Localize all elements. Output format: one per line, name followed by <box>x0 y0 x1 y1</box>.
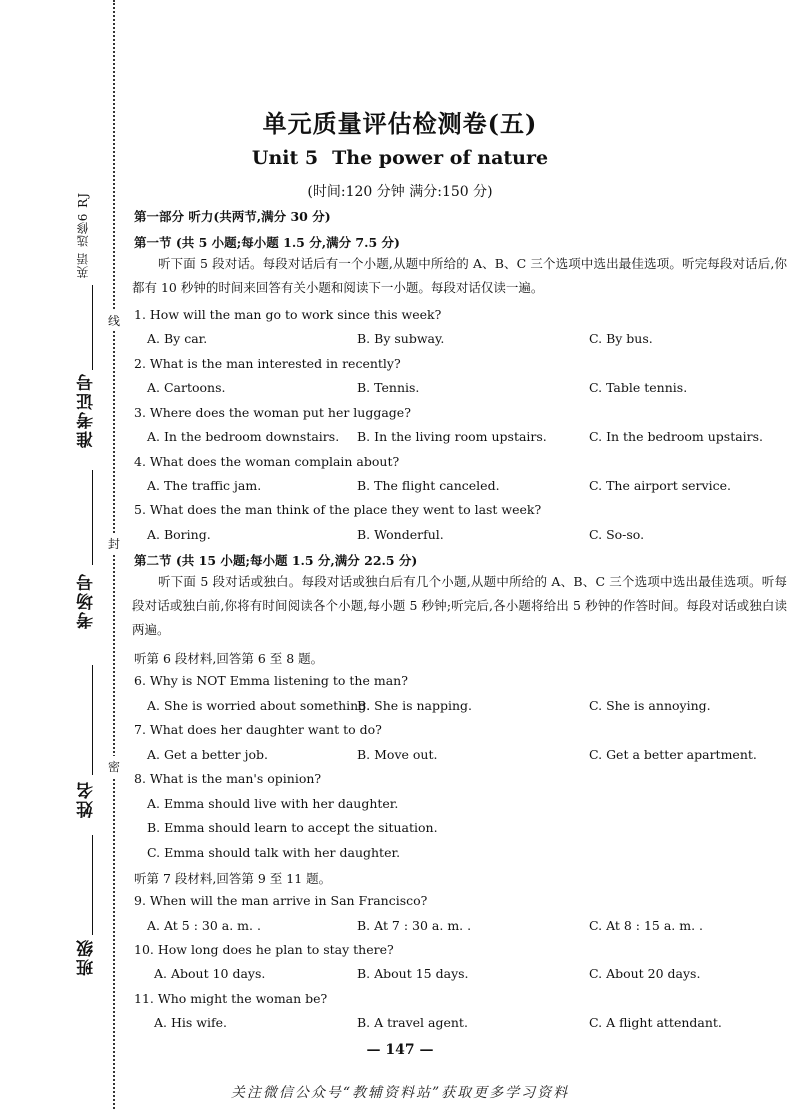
option-c: C. About 20 days. <box>589 966 701 981</box>
name-label: 姓名 <box>77 780 97 818</box>
option-b: B. She is napping. <box>357 698 473 713</box>
option-c: C. A flight attendant. <box>589 1015 722 1030</box>
unit-number: Unit 5 <box>251 147 319 169</box>
question-3: 3. Where does the woman put her luggage? <box>134 405 411 420</box>
section1-heading: 第一节 (共 5 小题;每小题 1.5 分,满分 7.5 分) <box>134 235 400 250</box>
option-a: A. The traffic jam. <box>147 478 262 493</box>
option-a: A. At 5 : 30 a. m. . <box>147 918 261 933</box>
question-7: 7. What does her daughter want to do? <box>134 722 382 737</box>
field-line <box>92 285 93 370</box>
time-info: (时间:120 分钟 满分:150 分) <box>307 184 493 200</box>
option-a: A. By car. <box>147 331 208 346</box>
question-2: 2. What is the man interested in recently? <box>134 356 401 371</box>
subject-label: 英语 选修6 RJ <box>76 192 90 279</box>
option-b: B. In the living room upstairs. <box>357 429 547 444</box>
option-a: A. She is worried about something. <box>147 698 371 713</box>
option-a: A. Cartoons. <box>147 380 226 395</box>
option-c: C. So-so. <box>589 527 645 542</box>
option-b: B. The flight canceled. <box>357 478 500 493</box>
exam-number-label: 准考证号 <box>77 372 97 448</box>
option-c: C. Table tennis. <box>589 380 688 395</box>
page-title: 单元质量评估检测卷(五) <box>262 109 538 138</box>
option-b: B. About 15 days. <box>357 966 469 981</box>
option-a: A. Boring. <box>147 527 211 542</box>
exam-room-label: 考场号 <box>77 572 97 629</box>
page-number: — 147 — <box>366 1042 434 1058</box>
field-line <box>92 665 93 775</box>
class-label: 班级 <box>77 938 97 976</box>
option-a: A. About 10 days. <box>154 966 266 981</box>
material-6-note: 听第 6 段材料,回答第 6 至 8 题。 <box>134 651 324 666</box>
option-c: C. Get a better apartment. <box>589 747 757 762</box>
option-b: B. Move out. <box>357 747 438 762</box>
section1-instructions: 听下面 5 段对话。每段对话后有一个小题,从题中所给的 A、B、C 三个选项中选出最佳选项。听完每段对话后,你都有 10 秒钟的时间来回答有关小题和阅读下一小题。每段对话仅读一遍。 <box>132 256 787 295</box>
question-1: 1. How will the man go to work since this week? <box>134 307 442 322</box>
field-line <box>92 835 93 935</box>
unit-name: The power of nature <box>332 147 549 169</box>
option-c: C. Emma should talk with her daughter. <box>147 845 401 860</box>
cut-mark-seal: 封 <box>108 533 120 554</box>
option-c: C. By bus. <box>589 331 653 346</box>
option-a: A. His wife. <box>154 1015 227 1030</box>
question-11: 11. Who might the woman be? <box>134 991 328 1006</box>
option-b: B. Emma should learn to accept the situation. <box>147 820 438 835</box>
option-a: A. Get a better job. <box>147 747 268 762</box>
footer-note: 关注微信公众号“教辅资料站”获取更多学习资料 <box>230 1085 570 1101</box>
question-5: 5. What does the man think of the place they went to last week? <box>134 502 542 517</box>
option-b: B. A travel agent. <box>357 1015 468 1030</box>
question-8: 8. What is the man's opinion? <box>134 771 322 786</box>
option-c: C. She is annoying. <box>589 698 711 713</box>
cut-mark-line: 线 <box>108 310 120 331</box>
option-a: A. In the bedroom downstairs. <box>147 429 340 444</box>
question-4: 4. What does the woman complain about? <box>134 454 400 469</box>
unit-title <box>0 147 800 169</box>
option-b: B. Tennis. <box>357 380 420 395</box>
question-10: 10. How long does he plan to stay there? <box>134 942 394 957</box>
option-c: C. In the bedroom upstairs. <box>589 429 764 444</box>
option-b: B. At 7 : 30 a. m. . <box>357 918 472 933</box>
option-c: C. The airport service. <box>589 478 731 493</box>
material-7-note: 听第 7 段材料,回答第 9 至 11 题。 <box>134 871 332 886</box>
option-b: B. Wonderful. <box>357 527 444 542</box>
option-a: A. Emma should live with her daughter. <box>147 796 399 811</box>
section2-instructions: 听下面 5 段对话或独白。每段对话或独白后有几个小题,从题中所给的 A、B、C 三个选项中选出最佳选项。听每段对话或独白前,你将有时间阅读各个小题,每小题 5 秒钟;听完后,各小题将给出 5 秒钟的作答时间。每段对话或独白读两遍。 <box>132 574 787 637</box>
option-b: B. By subway. <box>357 331 445 346</box>
question-6: 6. Why is NOT Emma listening to the man? <box>134 673 408 688</box>
part1-heading: 第一部分 听力(共两节,满分 30 分) <box>134 209 331 224</box>
question-9: 9. When will the man arrive in San Francisco? <box>134 893 428 908</box>
option-c: C. At 8 : 15 a. m. . <box>589 918 704 933</box>
section2-heading: 第二节 (共 15 小题;每小题 1.5 分,满分 22.5 分) <box>134 553 418 568</box>
field-line <box>92 470 93 565</box>
cut-mark-secret: 密 <box>108 756 120 777</box>
